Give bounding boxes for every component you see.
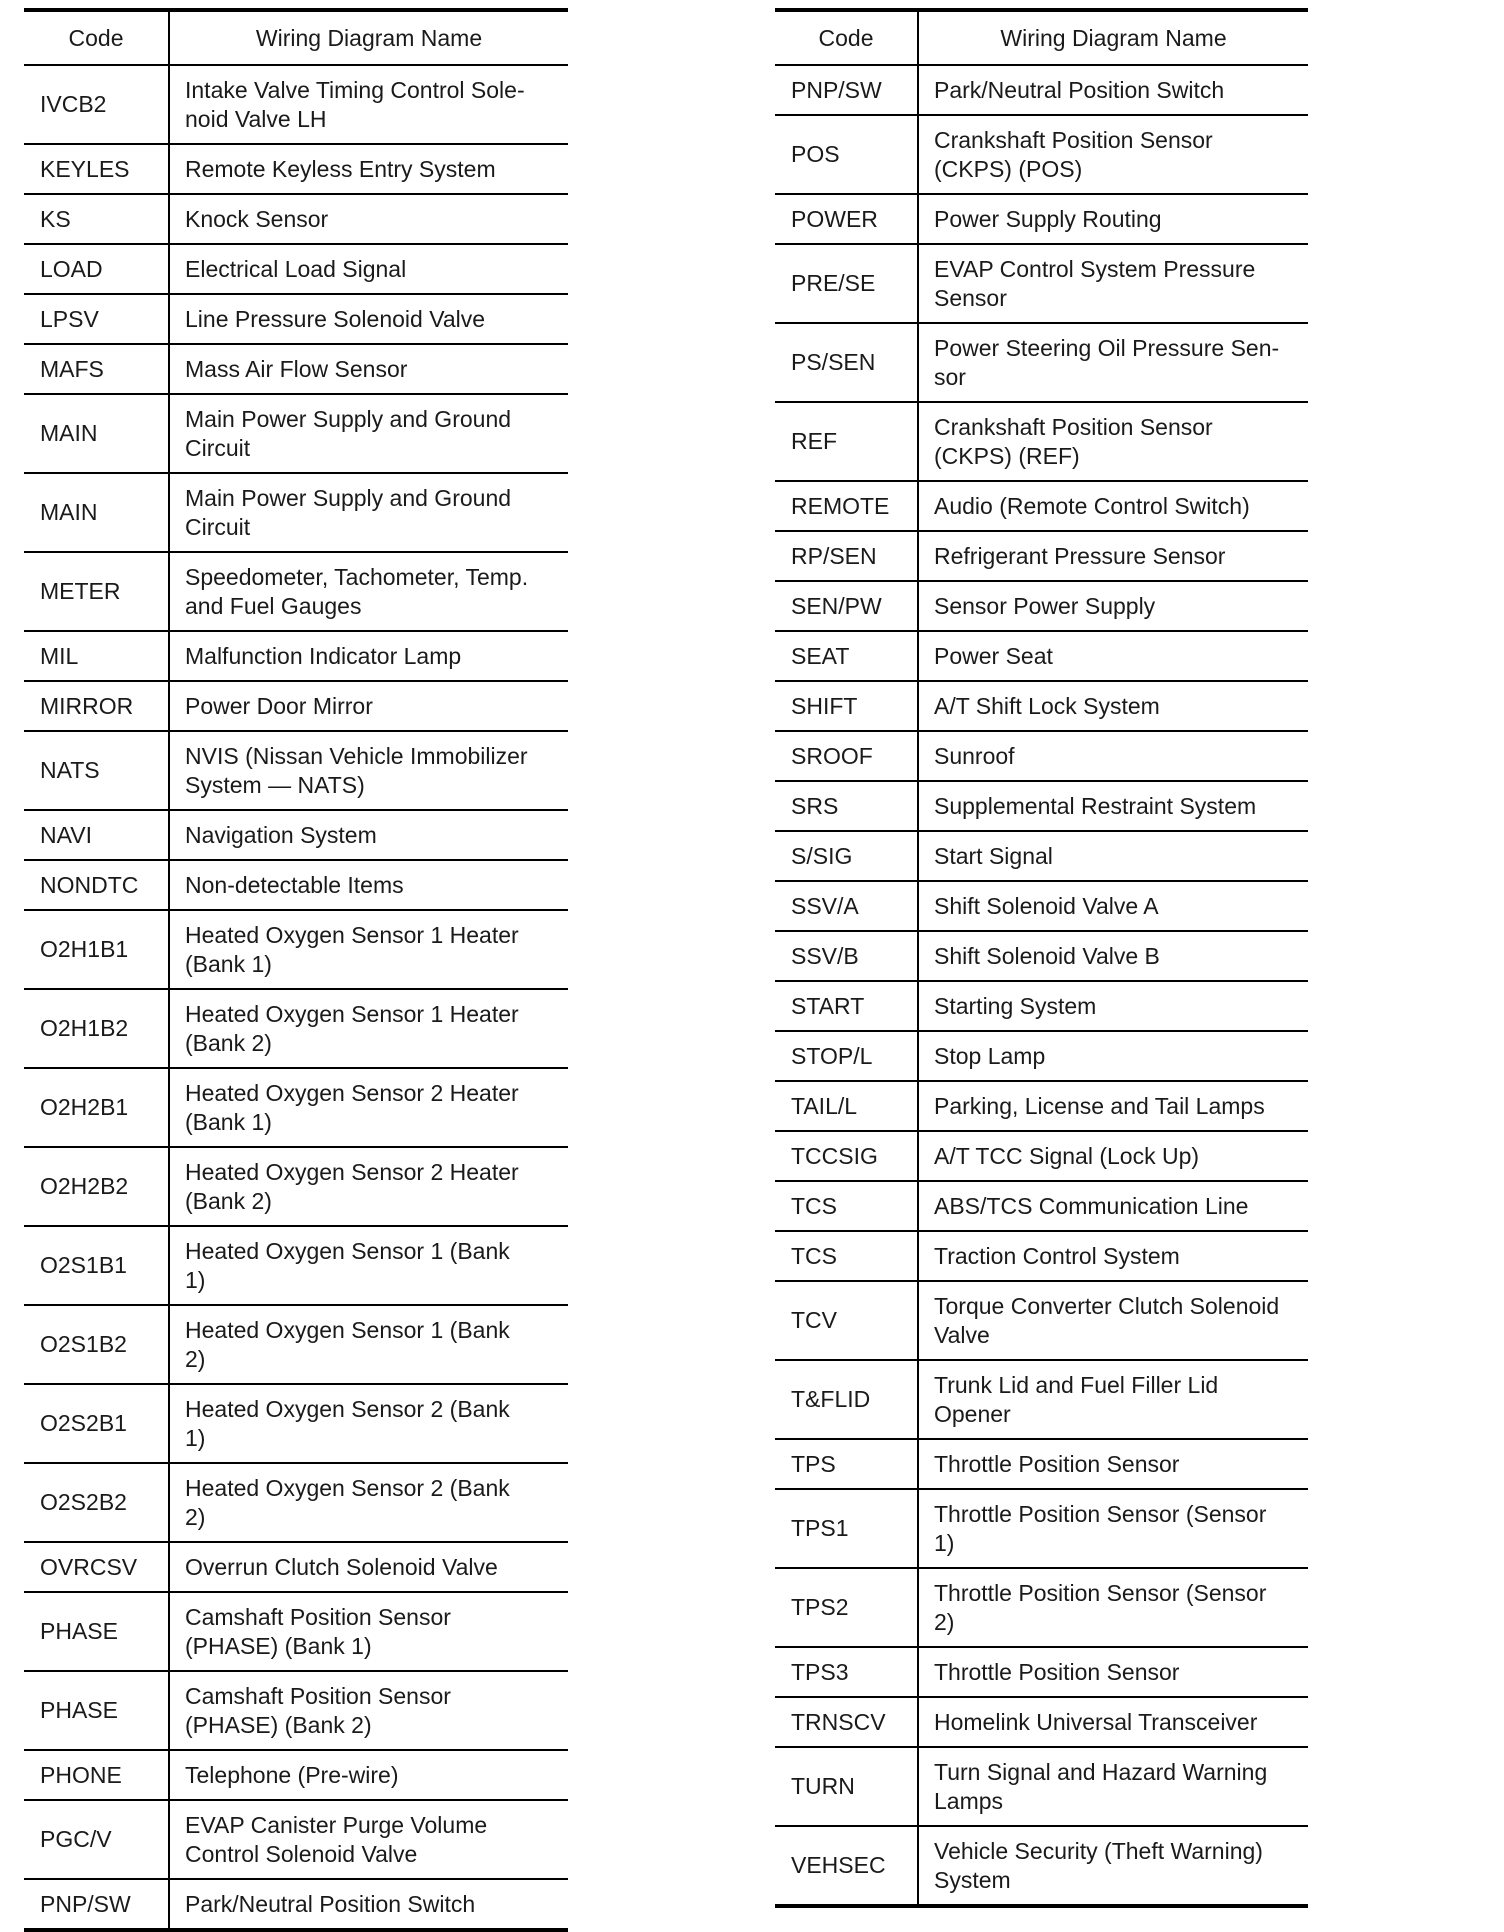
table-row xyxy=(775,1647,1308,1697)
table-row xyxy=(775,1697,1308,1747)
table-row xyxy=(775,581,1308,631)
table-row xyxy=(775,1031,1308,1081)
code-cell: O2S2B2 xyxy=(24,1463,169,1542)
table-row xyxy=(775,244,1308,323)
table-row xyxy=(775,981,1308,1031)
table-row xyxy=(775,65,1308,115)
code-cell: POS xyxy=(775,115,918,194)
diagram-name-cell: Supplemental Restraint System xyxy=(918,781,1308,831)
table-row xyxy=(24,1305,568,1384)
diagram-name-cell: Turn Signal and Hazard Warning Lamps xyxy=(918,1747,1308,1826)
code-cell: TAIL/L xyxy=(775,1081,918,1131)
diagram-name-cell: Power Steering Oil Pressure Sen- sor xyxy=(918,323,1308,402)
header-row xyxy=(775,10,1308,65)
header-row xyxy=(24,10,568,65)
table-row xyxy=(24,344,568,394)
table-row xyxy=(775,1826,1308,1906)
diagram-name-cell: Telephone (Pre-wire) xyxy=(169,1750,568,1800)
diagram-name-cell: Camshaft Position Sensor (PHASE) (Bank 1) xyxy=(169,1592,568,1671)
diagram-name-cell: Power Seat xyxy=(918,631,1308,681)
code-cell: PHASE xyxy=(24,1671,169,1750)
table-row xyxy=(775,1181,1308,1231)
code-cell: MAIN xyxy=(24,394,169,473)
diagram-name-cell: Line Pressure Solenoid Valve xyxy=(169,294,568,344)
code-cell: PNP/SW xyxy=(24,1879,169,1930)
code-cell: TPS3 xyxy=(775,1647,918,1697)
table-row xyxy=(24,1800,568,1879)
table-row xyxy=(24,244,568,294)
code-cell: NAVI xyxy=(24,810,169,860)
diagram-name-cell: Heated Oxygen Sensor 2 (Bank 2) xyxy=(169,1463,568,1542)
table-row xyxy=(775,1439,1308,1489)
diagram-name-cell: Starting System xyxy=(918,981,1308,1031)
code-cell: TPS2 xyxy=(775,1568,918,1647)
diagram-name-cell: Crankshaft Position Sensor (CKPS) (REF) xyxy=(918,402,1308,481)
code-cell: O2S1B1 xyxy=(24,1226,169,1305)
table-row xyxy=(24,681,568,731)
diagram-name-cell: Camshaft Position Sensor (PHASE) (Bank 2) xyxy=(169,1671,568,1750)
code-cell: NATS xyxy=(24,731,169,810)
code-cell: TCV xyxy=(775,1281,918,1360)
table-row xyxy=(775,115,1308,194)
diagram-name-cell: Heated Oxygen Sensor 2 Heater (Bank 1) xyxy=(169,1068,568,1147)
table-row xyxy=(24,731,568,810)
diagram-name-cell: Heated Oxygen Sensor 1 Heater (Bank 1) xyxy=(169,910,568,989)
code-cell: PHONE xyxy=(24,1750,169,1800)
table-row xyxy=(24,394,568,473)
code-cell: OVRCSV xyxy=(24,1542,169,1592)
table-row xyxy=(775,1281,1308,1360)
table-row xyxy=(775,1081,1308,1131)
code-cell: TPS xyxy=(775,1439,918,1489)
name-column-header: Wiring Diagram Name xyxy=(169,10,568,65)
diagram-name-cell: Knock Sensor xyxy=(169,194,568,244)
table-row xyxy=(24,144,568,194)
code-cell: POWER xyxy=(775,194,918,244)
diagram-name-cell: Heated Oxygen Sensor 2 Heater (Bank 2) xyxy=(169,1147,568,1226)
diagram-name-cell: Heated Oxygen Sensor 1 (Bank 2) xyxy=(169,1305,568,1384)
code-cell: VEHSEC xyxy=(775,1826,918,1906)
diagram-name-cell: Vehicle Security (Theft Warning) System xyxy=(918,1826,1308,1906)
code-cell: MAFS xyxy=(24,344,169,394)
diagram-name-cell: Traction Control System xyxy=(918,1231,1308,1281)
diagram-name-cell: Heated Oxygen Sensor 2 (Bank 1) xyxy=(169,1384,568,1463)
diagram-name-cell: Sensor Power Supply xyxy=(918,581,1308,631)
code-cell: O2S2B1 xyxy=(24,1384,169,1463)
code-column-header: Code xyxy=(24,10,169,65)
table-row xyxy=(775,1489,1308,1568)
diagram-name-cell: Throttle Position Sensor (Sensor 1) xyxy=(918,1489,1308,1568)
wiring-table-left xyxy=(24,8,568,1932)
table-row xyxy=(24,1384,568,1463)
code-cell: LPSV xyxy=(24,294,169,344)
code-cell: S/SIG xyxy=(775,831,918,881)
diagram-name-cell: A/T Shift Lock System xyxy=(918,681,1308,731)
code-cell: SHIFT xyxy=(775,681,918,731)
diagram-name-cell: Parking, License and Tail Lamps xyxy=(918,1081,1308,1131)
diagram-name-cell: Overrun Clutch Solenoid Valve xyxy=(169,1542,568,1592)
code-cell: STOP/L xyxy=(775,1031,918,1081)
code-cell: IVCB2 xyxy=(24,65,169,144)
diagram-name-cell: Electrical Load Signal xyxy=(169,244,568,294)
table-row xyxy=(24,1068,568,1147)
name-column-header: Wiring Diagram Name xyxy=(918,10,1308,65)
diagram-name-cell: EVAP Control System Pressure Sensor xyxy=(918,244,1308,323)
table-row xyxy=(775,481,1308,531)
diagram-name-cell: Power Door Mirror xyxy=(169,681,568,731)
table-row xyxy=(24,989,568,1068)
diagram-name-cell: ABS/TCS Communication Line xyxy=(918,1181,1308,1231)
table-row xyxy=(775,631,1308,681)
code-cell: LOAD xyxy=(24,244,169,294)
table-row xyxy=(775,1568,1308,1647)
code-cell: SEAT xyxy=(775,631,918,681)
table-row xyxy=(24,1542,568,1592)
code-cell: TPS1 xyxy=(775,1489,918,1568)
diagram-name-cell: Throttle Position Sensor xyxy=(918,1647,1308,1697)
table-row xyxy=(775,402,1308,481)
code-cell: SROOF xyxy=(775,731,918,781)
code-cell: T&FLID xyxy=(775,1360,918,1439)
diagram-name-cell: Homelink Universal Transceiver xyxy=(918,1697,1308,1747)
code-cell: KEYLES xyxy=(24,144,169,194)
diagram-name-cell: Malfunction Indicator Lamp xyxy=(169,631,568,681)
diagram-name-cell: Main Power Supply and Ground Circuit xyxy=(169,473,568,552)
code-cell: O2H1B2 xyxy=(24,989,169,1068)
table-row xyxy=(24,1226,568,1305)
diagram-name-cell: Navigation System xyxy=(169,810,568,860)
diagram-name-cell: Shift Solenoid Valve A xyxy=(918,881,1308,931)
diagram-name-cell: Sunroof xyxy=(918,731,1308,781)
diagram-name-cell: Throttle Position Sensor xyxy=(918,1439,1308,1489)
diagram-name-cell: Throttle Position Sensor (Sensor 2) xyxy=(918,1568,1308,1647)
code-cell: START xyxy=(775,981,918,1031)
table-row xyxy=(775,1747,1308,1826)
code-cell: TURN xyxy=(775,1747,918,1826)
diagram-name-cell: Remote Keyless Entry System xyxy=(169,144,568,194)
table-row xyxy=(24,1750,568,1800)
diagram-name-cell: Shift Solenoid Valve B xyxy=(918,931,1308,981)
wiring-table-right xyxy=(775,8,1308,1908)
code-cell: NONDTC xyxy=(24,860,169,910)
diagram-name-cell: Non-detectable Items xyxy=(169,860,568,910)
diagram-name-cell: Stop Lamp xyxy=(918,1031,1308,1081)
diagram-name-cell: Crankshaft Position Sensor (CKPS) (POS) xyxy=(918,115,1308,194)
code-cell: O2S1B2 xyxy=(24,1305,169,1384)
table-row xyxy=(775,831,1308,881)
code-cell: MIL xyxy=(24,631,169,681)
table-row xyxy=(24,473,568,552)
diagram-name-cell: Main Power Supply and Ground Circuit xyxy=(169,394,568,473)
table-row xyxy=(775,531,1308,581)
table-row xyxy=(775,881,1308,931)
table-row xyxy=(775,1131,1308,1181)
code-cell: PS/SEN xyxy=(775,323,918,402)
diagram-name-cell: Heated Oxygen Sensor 1 (Bank 1) xyxy=(169,1226,568,1305)
table-row xyxy=(775,1360,1308,1439)
table-row xyxy=(24,1671,568,1750)
table-row xyxy=(775,681,1308,731)
diagram-name-cell: Power Supply Routing xyxy=(918,194,1308,244)
table-row xyxy=(775,731,1308,781)
code-cell: PGC/V xyxy=(24,1800,169,1879)
code-cell: TCS xyxy=(775,1181,918,1231)
code-cell: SRS xyxy=(775,781,918,831)
code-cell: KS xyxy=(24,194,169,244)
diagram-name-cell: Refrigerant Pressure Sensor xyxy=(918,531,1308,581)
table-row xyxy=(775,194,1308,244)
diagram-name-cell: Audio (Remote Control Switch) xyxy=(918,481,1308,531)
diagram-name-cell: Park/Neutral Position Switch xyxy=(169,1879,568,1930)
diagram-name-cell: Intake Valve Timing Control Sole- noid Valve LH xyxy=(169,65,568,144)
diagram-name-cell: EVAP Canister Purge Volume Control Solenoid Valve xyxy=(169,1800,568,1879)
code-cell: SEN/PW xyxy=(775,581,918,631)
table-row xyxy=(24,910,568,989)
table-row xyxy=(775,1231,1308,1281)
code-cell: O2H1B1 xyxy=(24,910,169,989)
code-cell: RP/SEN xyxy=(775,531,918,581)
code-cell: O2H2B2 xyxy=(24,1147,169,1226)
table-row xyxy=(24,294,568,344)
code-cell: SSV/B xyxy=(775,931,918,981)
code-cell: MIRROR xyxy=(24,681,169,731)
diagram-name-cell: Speedometer, Tachometer, Temp. and Fuel Gauges xyxy=(169,552,568,631)
code-cell: TRNSCV xyxy=(775,1697,918,1747)
table-row xyxy=(24,1147,568,1226)
diagram-name-cell: Torque Converter Clutch Solenoid Valve xyxy=(918,1281,1308,1360)
code-cell: PHASE xyxy=(24,1592,169,1671)
diagram-name-cell: Mass Air Flow Sensor xyxy=(169,344,568,394)
table-row xyxy=(24,552,568,631)
table-row xyxy=(24,65,568,144)
diagram-name-cell: Start Signal xyxy=(918,831,1308,881)
diagram-name-cell: Trunk Lid and Fuel Filler Lid Opener xyxy=(918,1360,1308,1439)
code-cell: METER xyxy=(24,552,169,631)
code-cell: REF xyxy=(775,402,918,481)
diagram-name-cell: Park/Neutral Position Switch xyxy=(918,65,1308,115)
diagram-name-cell: A/T TCC Signal (Lock Up) xyxy=(918,1131,1308,1181)
table-row xyxy=(24,1879,568,1930)
table-row xyxy=(24,631,568,681)
code-cell: TCCSIG xyxy=(775,1131,918,1181)
code-cell: TCS xyxy=(775,1231,918,1281)
table-row xyxy=(24,810,568,860)
code-cell: MAIN xyxy=(24,473,169,552)
code-cell: PNP/SW xyxy=(775,65,918,115)
table-row xyxy=(24,860,568,910)
code-cell: O2H2B1 xyxy=(24,1068,169,1147)
code-cell: REMOTE xyxy=(775,481,918,531)
table-row xyxy=(24,1463,568,1542)
diagram-name-cell: Heated Oxygen Sensor 1 Heater (Bank 2) xyxy=(169,989,568,1068)
code-column-header: Code xyxy=(775,10,918,65)
table-row xyxy=(24,194,568,244)
table-row xyxy=(775,931,1308,981)
table-row xyxy=(775,323,1308,402)
code-cell: PRE/SE xyxy=(775,244,918,323)
code-cell: SSV/A xyxy=(775,881,918,931)
diagram-name-cell: NVIS (Nissan Vehicle Immobilizer System — NATS) xyxy=(169,731,568,810)
table-row xyxy=(24,1592,568,1671)
table-row xyxy=(775,781,1308,831)
